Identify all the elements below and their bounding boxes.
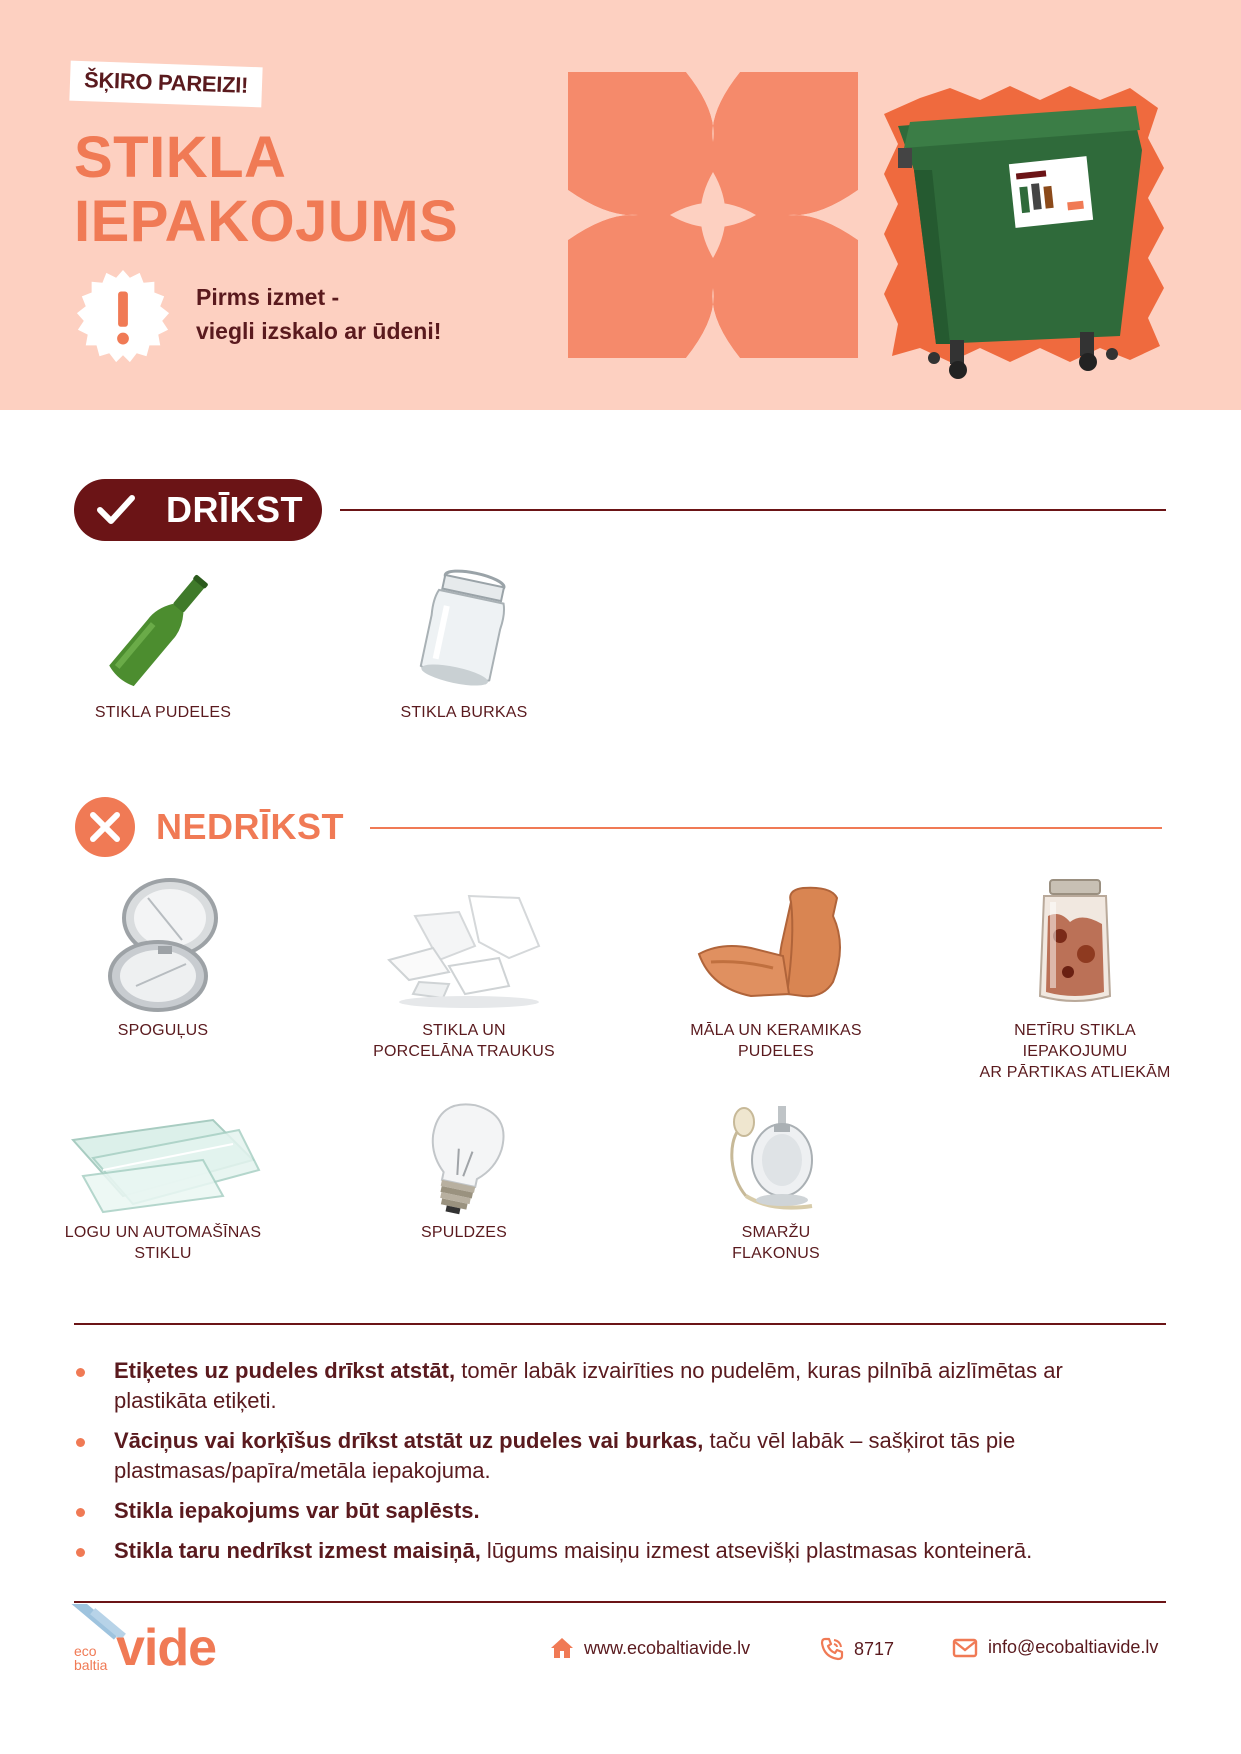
warning-line-2: viegli izskalo ar ūdeni! (196, 318, 442, 344)
glass-jar-icon (409, 566, 519, 696)
forbidden-item-label: SMARŽU FLAKONUS (732, 1224, 820, 1262)
forbidden-item-label: NETĪRU STIKLA IEPAKOJUMU AR PĀRTIKAS ATLIEKĀM (979, 1022, 1171, 1081)
checkmark-icon (96, 490, 136, 530)
website-link[interactable]: www.ecobaltiavide.lv (584, 1637, 751, 1658)
clay-pot-icon (691, 876, 861, 1014)
light-bulb-icon (409, 1100, 519, 1216)
forbidden-item-label: STIKLA UN PORCELĀNA TRAUKUS (373, 1022, 555, 1060)
green-glass-bin-icon (880, 78, 1166, 390)
forbidden-item-porcelain (344, 876, 584, 1062)
title-line-2: IEPAKOJUMS (74, 189, 459, 254)
sort-correctly-tag: ŠĶIRO PAREIZI! (69, 61, 262, 108)
note-item: Stikla taru nedrīkst izmest maisiņā, lūgums maisiņu izmest atsevišķi plastmasas konteinerā. (74, 1536, 1134, 1566)
logo-baltia-text: baltia (74, 1657, 108, 1673)
forbidden-heading-label: NEDRĪKST (156, 806, 345, 847)
email-contact[interactable] (952, 1637, 1158, 1658)
decorative-petal-shape (568, 72, 858, 358)
email-link[interactable]: info@ecobaltiavide.lv (988, 1637, 1159, 1657)
allowed-heading (74, 479, 322, 541)
forbidden-item-dirty-jar (955, 876, 1195, 1083)
note-item: Stikla iepakojums var būt saplēsts. (74, 1496, 1134, 1526)
dirty-jar-icon (1020, 876, 1130, 1014)
phone-number[interactable]: 8717 (854, 1638, 895, 1659)
window-glass-icon (63, 1100, 263, 1216)
allowed-item-jars (344, 566, 584, 723)
allowed-item-bottles (43, 566, 283, 723)
home-icon (550, 1637, 574, 1659)
website-contact[interactable] (550, 1637, 750, 1659)
green-bottle-icon (88, 566, 238, 696)
header-banner (0, 0, 1241, 410)
warning-line-1: Pirms izmet - (196, 284, 340, 310)
allowed-item-label: STIKLA BURKAS (400, 704, 528, 721)
page-title (74, 126, 458, 254)
forbidden-item-label: SPULDZES (420, 1224, 508, 1241)
phone-contact[interactable] (820, 1637, 894, 1661)
broken-porcelain-icon (379, 876, 549, 1014)
logo-eco-text: eco (74, 1643, 97, 1659)
forbidden-item-label: LOGU UN AUTOMAŠĪNAS STIKLU (64, 1224, 262, 1262)
notes-list (74, 1356, 1134, 1576)
allowed-heading-label: DRĪKST (166, 489, 303, 530)
forbidden-heading (74, 796, 344, 858)
footer-divider (74, 1601, 1166, 1603)
rinse-warning (196, 280, 441, 348)
exclamation-badge-icon (74, 268, 172, 366)
forbidden-item-mirrors (43, 876, 283, 1041)
note-item: Etiķetes uz pudeles drīkst atstāt, tomēr labāk izvairīties no pudelēm, kuras pilnībā aizlīmētas ar plastikāta etiķeti. (74, 1356, 1134, 1416)
forbidden-divider (370, 827, 1162, 829)
note-item: Vāciņus vai korķīšus drīkst atstāt uz pudeles vai burkas, taču vēl labāk – sašķirot tās pie plastmasas/papīra/metāla iepakojuma. (74, 1426, 1134, 1486)
allowed-item-label: STIKLA PUDELES (94, 704, 232, 721)
notes-top-divider (74, 1323, 1166, 1325)
phone-icon (820, 1637, 844, 1661)
perfume-bottle-icon (716, 1100, 836, 1216)
forbidden-item-bulbs (344, 1100, 584, 1243)
allowed-divider (340, 509, 1166, 511)
cross-circle-icon (74, 796, 136, 858)
compact-mirror-icon (98, 876, 228, 1014)
forbidden-item-label: MĀLA UN KERAMIKAS PUDELES (690, 1022, 862, 1060)
envelope-icon (952, 1638, 978, 1658)
forbidden-item-perfume (656, 1100, 896, 1264)
forbidden-item-window-glass (43, 1100, 283, 1264)
forbidden-item-clay (656, 876, 896, 1062)
title-line-1: STIKLA (74, 125, 287, 190)
logo-vide-text: vide (116, 1619, 217, 1677)
eco-baltia-vide-logo (62, 1604, 252, 1677)
forbidden-item-label: SPOGUĻUS (117, 1022, 209, 1039)
